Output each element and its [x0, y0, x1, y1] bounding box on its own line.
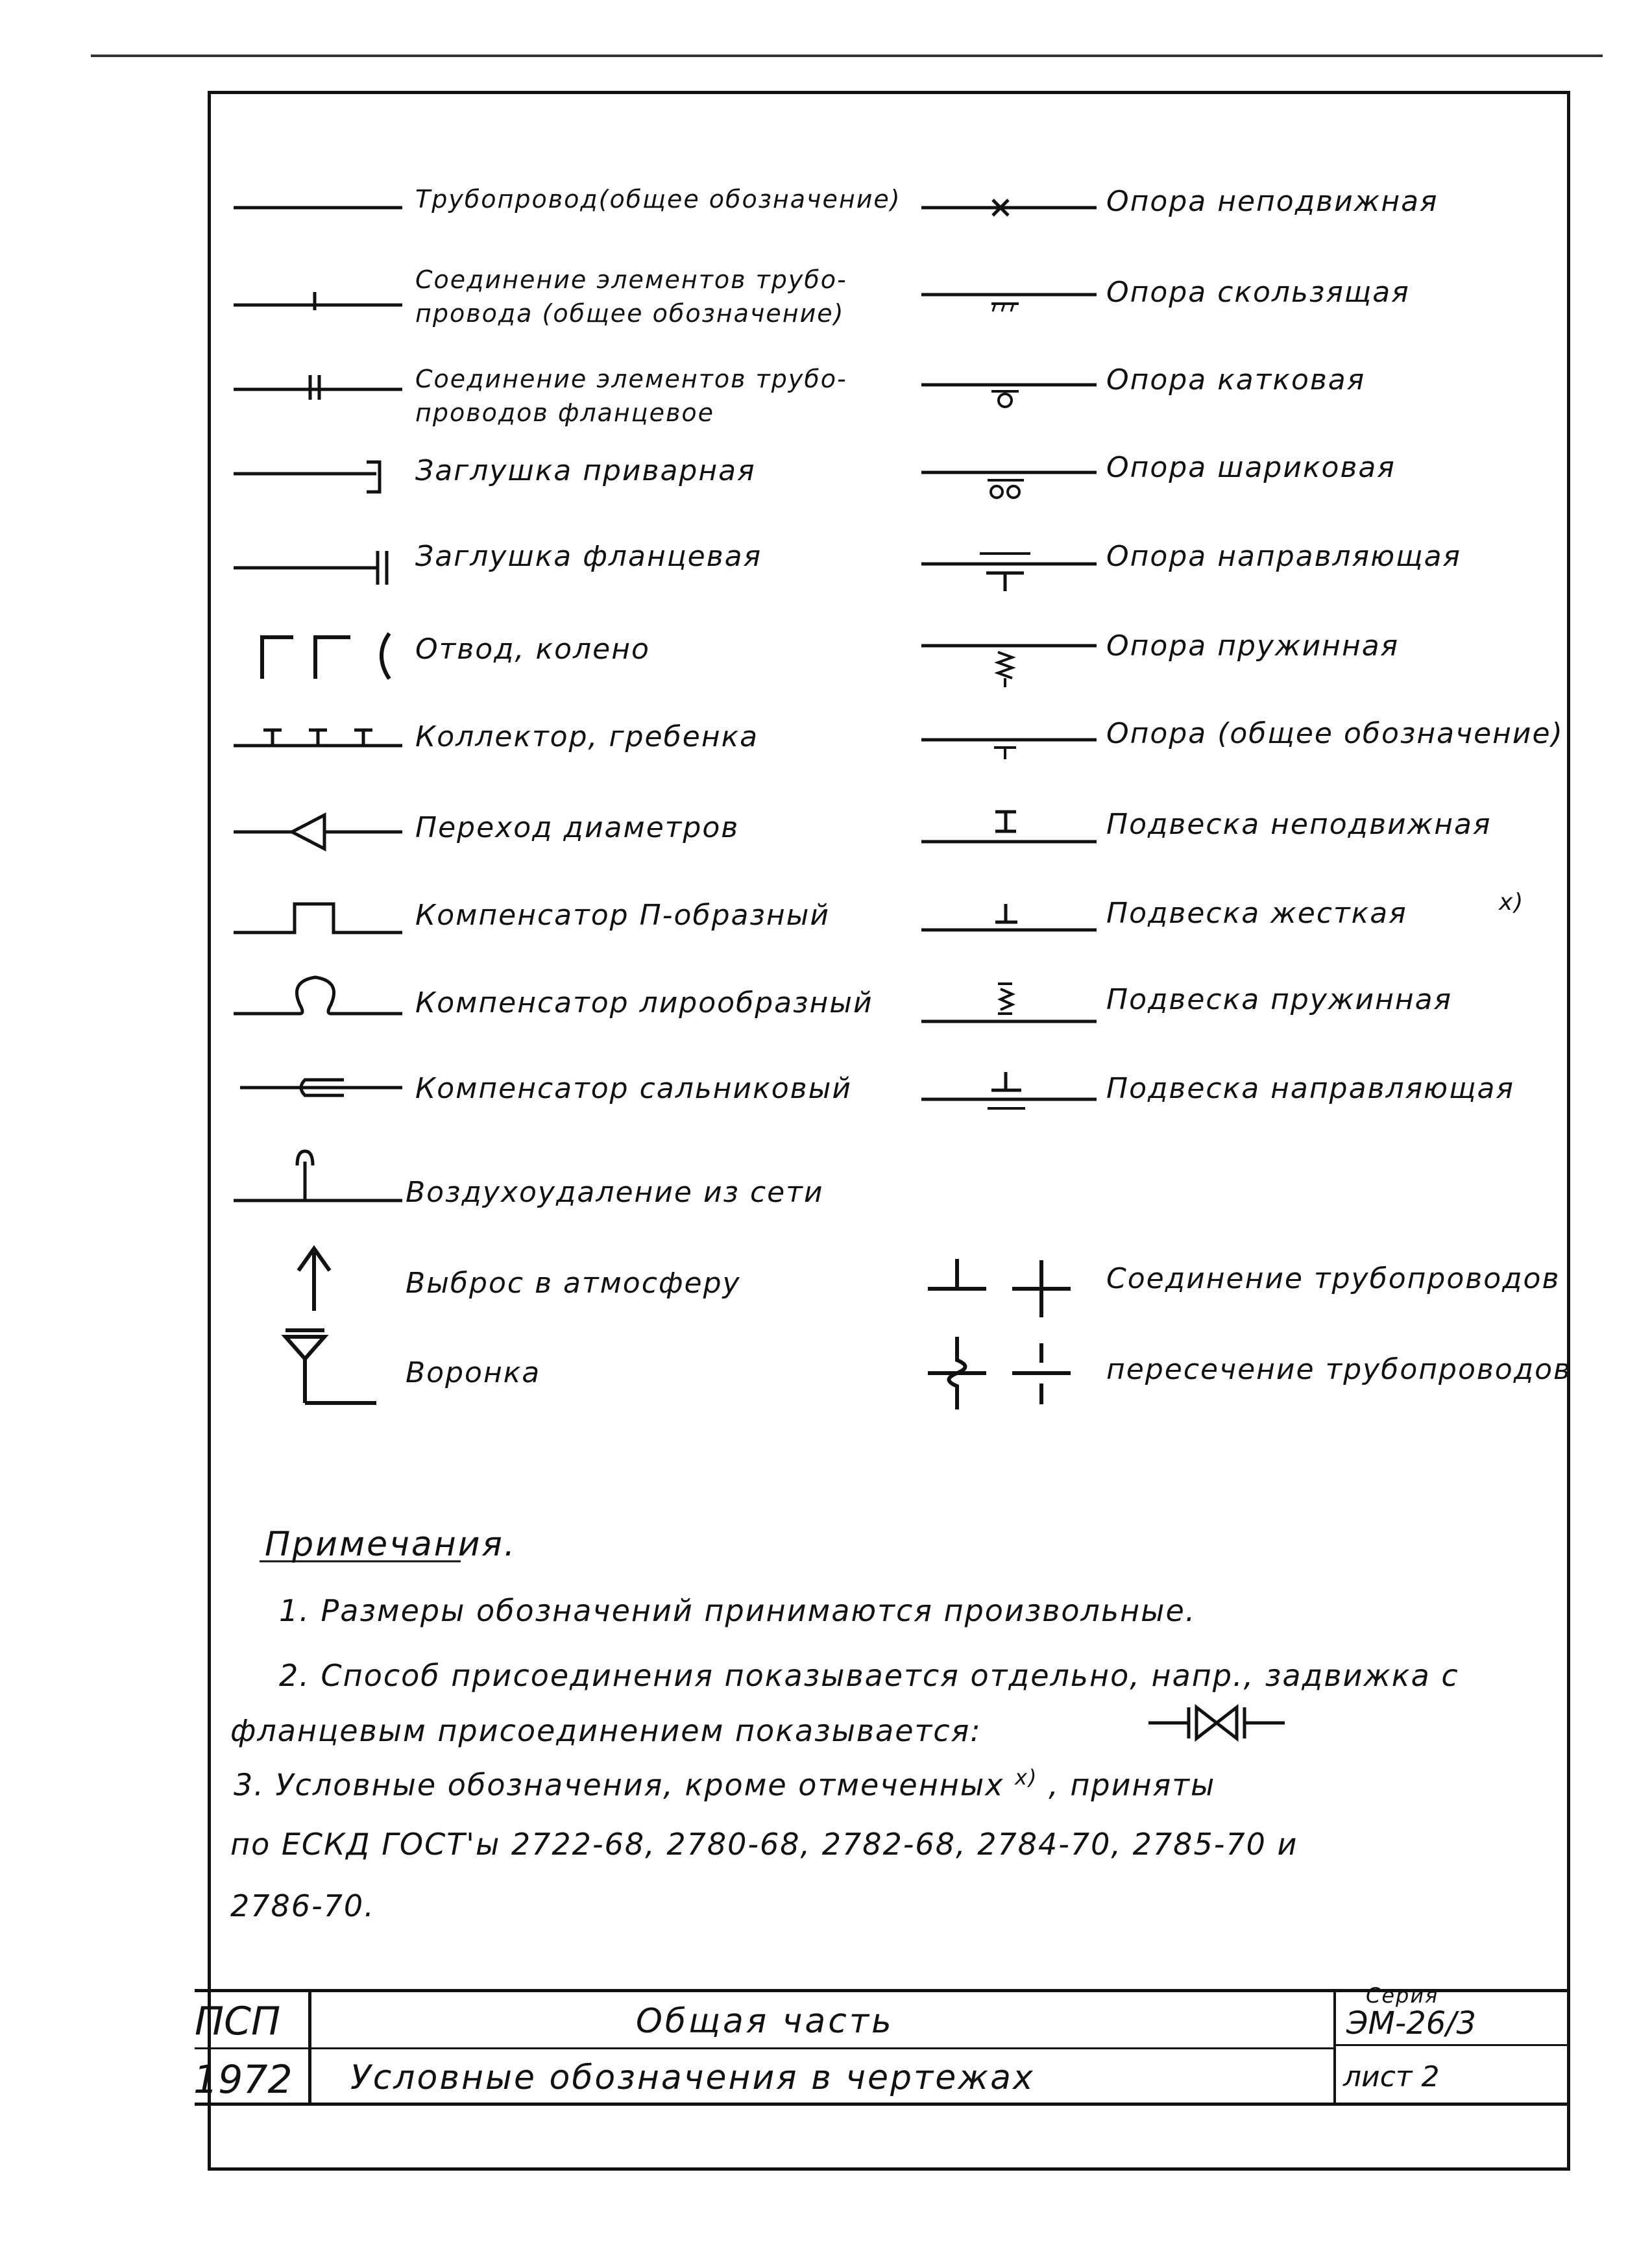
left-item-5-label: Заглушка фланцевая — [415, 540, 762, 573]
right-item-13-label: пересечение трубопроводов — [1106, 1353, 1572, 1386]
title-block-divider-right — [1333, 1989, 1336, 2106]
left-item-2-label: Соединение элементов трубо- провода (общее обозначение) — [415, 265, 847, 328]
plug-welded-icon — [227, 454, 409, 500]
spring-support-icon — [915, 626, 1103, 691]
joint-tick-icon — [227, 279, 409, 318]
sheet-number: лист 2 — [1343, 2060, 1440, 2093]
right-item-6-label: Опора пружинная — [1106, 629, 1400, 663]
org-name: ПСП — [195, 1999, 281, 2044]
left-item-3-label: Соединение элементов трубо- проводов фланцевое — [415, 365, 847, 427]
series-number: ЭМ-26/3 — [1346, 2005, 1477, 2042]
footnote-mark: x) — [1499, 889, 1525, 916]
year: 1972 — [193, 2057, 293, 2103]
flanged-valve-icon — [1142, 1697, 1337, 1749]
right-item-9-label: Подвеска жесткая — [1106, 897, 1407, 930]
left-item-13-label: Выброс в атмосферу — [406, 1267, 741, 1300]
gland-compensator-icon — [227, 1064, 409, 1110]
fixed-hanger-icon — [915, 801, 1103, 853]
left-item-7-label: Коллектор, гребенка — [415, 720, 759, 753]
left-item-4-label: Заглушка приварная — [415, 454, 756, 487]
series-label: Серия — [1366, 1983, 1439, 2008]
note-3-footnote: x) — [1015, 1765, 1038, 1790]
left-item-6-label: Отвод, колено — [415, 633, 650, 666]
title-block-bottom-line — [195, 2103, 1570, 2106]
note-3-continued: по ЕСКД ГОСТ'ы 2722-68, 2780-68, 2782-68, 2784-70, 2785-70 и — [230, 1827, 1298, 1862]
lyre-compensator-icon — [227, 967, 409, 1032]
roller-support-icon — [915, 367, 1103, 412]
top-edge-line — [91, 55, 1603, 57]
right-item-1-label: Опора неподвижная — [1106, 185, 1439, 218]
joint-flange-icon — [227, 363, 409, 402]
right-item-5-label: Опора направляющая — [1106, 540, 1462, 573]
left-item-11-label: Компенсатор сальниковый — [415, 1072, 852, 1105]
left-item-9-label: Компенсатор П-образный — [415, 899, 830, 932]
general-support-icon — [915, 720, 1103, 766]
drawing-title: Условные обозначения в чертежах — [350, 2058, 1035, 2097]
sliding-support-icon — [915, 279, 1103, 318]
section-title: Общая часть — [636, 2002, 894, 2041]
right-item-12-label: Соединение трубопроводов — [1106, 1262, 1560, 1295]
left-item-1-label: Трубопровод(общее обозначение) — [415, 185, 901, 213]
rigid-hanger-icon — [915, 892, 1103, 944]
plug-flange-icon — [227, 542, 409, 587]
ball-support-icon — [915, 454, 1103, 506]
right-item-10-label: Подвеска пружинная — [1106, 983, 1453, 1016]
left-item-10-label: Компенсатор лирообразный — [415, 986, 873, 1019]
reducer-icon — [227, 805, 409, 857]
title-block-middle-line — [195, 2047, 1333, 2049]
u-compensator-icon — [227, 892, 409, 944]
left-item-12-label: Воздухоудаление из сети — [406, 1176, 824, 1209]
title-block-right-middle-line — [1333, 2044, 1570, 2046]
guide-hanger-icon — [915, 1064, 1103, 1123]
pipe-crossing-icon — [921, 1330, 1103, 1415]
guide-support-icon — [915, 542, 1103, 594]
note-1: 1. Размеры обозначений принимаются произвольные. — [279, 1593, 1196, 1628]
elbow-icon — [253, 623, 409, 681]
right-item-3-label: Опора катковая — [1106, 363, 1366, 396]
note-2-continued: фланцевым присоединением показывается: — [230, 1713, 982, 1748]
title-block-top-line — [195, 1989, 1570, 1992]
note-3-end-line: 2786-70. — [230, 1888, 375, 1923]
right-item-11-label: Подвеска направляющая — [1106, 1072, 1514, 1105]
line-plain-icon — [227, 188, 409, 227]
spring-hanger-icon — [915, 973, 1103, 1032]
manifold-icon — [227, 717, 409, 756]
left-item-14-label: Воронка — [406, 1356, 541, 1389]
fixed-support-icon — [915, 188, 1103, 227]
note-3-start: 3. Условные обозначения, кроме отмеченных — [234, 1767, 1004, 1803]
pipe-junction-icon — [921, 1252, 1103, 1324]
right-item-7-label: Опора (общее обозначение) — [1106, 717, 1564, 750]
right-item-4-label: Опора шариковая — [1106, 451, 1396, 484]
notes-title: Примечания. — [265, 1525, 517, 1564]
left-item-8-label: Переход диаметров — [415, 811, 740, 844]
right-item-8-label: Подвеска неподвижная — [1106, 808, 1492, 841]
right-item-2-label: Опора скользящая — [1106, 276, 1410, 309]
exhaust-arrow-icon — [285, 1239, 357, 1317]
note-2: 2. Способ присоединения показывается отдельно, напр., задвижка с — [279, 1658, 1459, 1693]
notes-title-underline — [260, 1557, 467, 1567]
note-3 — [234, 1765, 1215, 1802]
air-vent-icon — [227, 1142, 409, 1213]
note-3-end: , приняты — [1049, 1767, 1216, 1803]
funnel-icon — [279, 1324, 383, 1408]
